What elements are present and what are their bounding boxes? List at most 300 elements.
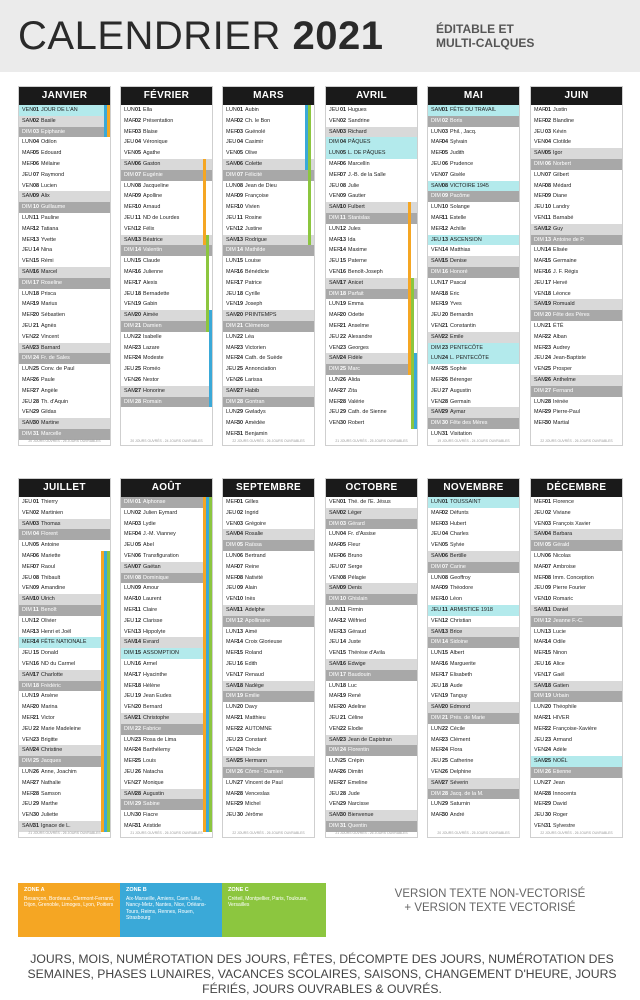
weekday-label: VEN (534, 366, 546, 373)
day-row (121, 594, 212, 605)
day-number: 05 (237, 150, 243, 157)
weekday-label: JEU (124, 617, 135, 624)
day-number: 07 (237, 563, 243, 570)
saint-name: Estelle (450, 214, 467, 221)
day-row (19, 159, 110, 170)
weekday-label: SAM (226, 387, 238, 394)
saint-name: JOUR DE L'AN (41, 107, 78, 113)
day-number: 14 (545, 639, 551, 646)
day-number: 17 (237, 671, 243, 678)
day-number: 23 (135, 736, 141, 743)
saint-name: Hubert (450, 520, 467, 527)
day-number: 21 (340, 322, 346, 329)
weekday-label: VEN (329, 117, 341, 124)
weekday-label: LUN (534, 171, 545, 178)
day-number: 07 (442, 171, 448, 178)
weekday-label: VEN (226, 301, 238, 308)
day-number: 09 (33, 585, 39, 592)
day-row (531, 594, 622, 605)
day-number: 27 (135, 387, 141, 394)
weekday-label: SAM (22, 420, 34, 427)
day-row (326, 148, 417, 159)
weekday-label: MER (431, 596, 443, 603)
day-number: 27 (442, 387, 448, 394)
saint-name: Angèle (41, 387, 58, 394)
day-number: 29 (545, 409, 551, 416)
weekday-label: VEN (22, 660, 34, 667)
day-number: 14 (33, 639, 39, 646)
day-number: 27 (340, 779, 346, 786)
day-number: 30 (340, 420, 346, 427)
weekday-label: JEU (431, 682, 442, 689)
day-row (326, 127, 417, 138)
day-number: 15 (340, 258, 346, 265)
weekday-label: MAR (329, 617, 341, 624)
day-number: 29 (33, 409, 39, 416)
weekday-label: VEN (329, 193, 341, 200)
day-number: 05 (442, 542, 448, 549)
day-row (121, 353, 212, 364)
weekday-label: MAR (124, 193, 136, 200)
day-row (428, 105, 519, 116)
weekday-label: MER (124, 128, 136, 135)
saint-name: Casimir (245, 139, 264, 146)
day-number: 14 (135, 639, 141, 646)
day-number: 16 (33, 268, 39, 275)
weekday-label: DIM (124, 398, 134, 405)
day-number: 20 (237, 312, 243, 319)
day-number: 09 (442, 585, 448, 592)
weekday-label: DIM (124, 247, 134, 254)
day-number: 07 (545, 171, 551, 178)
day-number: 08 (545, 182, 551, 189)
weekday-label: LUN (226, 107, 237, 113)
month-footer: 21 JOURS OUVRÉS - 26 JOURS OUVRABLES (130, 831, 203, 835)
day-number: 03 (237, 128, 243, 135)
day-row (121, 245, 212, 256)
weekday-label: JEU (431, 312, 442, 319)
saint-name: Conv. de Paul (41, 366, 75, 373)
saint-name: Denise (450, 258, 467, 265)
day-row (428, 310, 519, 321)
weekday-label: MER (534, 268, 546, 275)
weekday-label: SAM (534, 531, 546, 538)
saint-name: Thérèse d'Avila (348, 650, 385, 657)
saint-name: Thé. de l'E. Jésus (348, 499, 391, 505)
day-row (428, 497, 519, 508)
saint-name: Paule (41, 376, 55, 383)
day-row (531, 648, 622, 659)
day-number: 11 (33, 606, 39, 613)
day-number: 26 (33, 376, 39, 383)
saint-name: Marcellin (348, 160, 370, 167)
day-number: 19 (237, 301, 243, 308)
weekday-label: JEU (329, 563, 340, 570)
saint-name: Modeste (143, 355, 164, 362)
day-row (428, 573, 519, 584)
day-row (531, 181, 622, 192)
day-row (121, 724, 212, 735)
weekday-label: MER (329, 704, 341, 711)
day-number: 10 (545, 596, 551, 603)
saint-name: Gaston (143, 160, 161, 167)
saint-name: Ch. le Bon (245, 117, 271, 124)
saint-name: Fabrice (143, 725, 161, 732)
day-number: 03 (340, 128, 346, 135)
saint-name: Yves (450, 301, 462, 308)
saint-name: Achille (450, 225, 466, 232)
saint-name: Arnaud (143, 204, 161, 211)
saint-name: Ninon (553, 650, 568, 657)
page-title: CALENDRIER 2021 (18, 14, 384, 58)
day-row (121, 332, 212, 343)
day-number: 18 (442, 290, 448, 297)
day-row (531, 702, 622, 713)
saint-name: Diane (553, 193, 568, 200)
weekday-label: MAR (534, 563, 546, 570)
day-number: 27 (545, 779, 551, 786)
weekday-label: SAM (124, 160, 136, 167)
day-row (223, 202, 314, 213)
saint-name: ND du Carmel (41, 660, 76, 667)
day-row (223, 407, 314, 418)
saint-name: Valentin (143, 247, 163, 254)
saint-name: Lydie (143, 520, 156, 527)
day-number: 05 (237, 542, 243, 549)
weekday-label: VEN (431, 693, 443, 700)
saint-name: Florent (41, 531, 58, 538)
day-number: 29 (33, 801, 39, 808)
weekday-label: MAR (226, 268, 238, 275)
month-footer: 21 JOURS OUVRÉS - 26 JOURS OUVRABLES (28, 831, 101, 835)
day-number: 12 (33, 617, 39, 624)
weekday-label: MAR (431, 214, 443, 221)
weekday-label: MER (226, 650, 238, 657)
day-number: 23 (33, 344, 39, 351)
day-row (121, 116, 212, 127)
saint-name: Elisabeth (450, 671, 473, 678)
weekday-label: VEN (226, 747, 238, 754)
weekday-label: SAM (534, 225, 546, 232)
weekday-label: DIM (226, 322, 236, 329)
saint-name: Baudouin (348, 671, 371, 678)
day-row (326, 343, 417, 354)
saint-name: Côme - Damien (245, 768, 283, 775)
weekday-label: MER (329, 322, 341, 329)
day-number: 08 (340, 182, 346, 189)
weekday-label: MER (431, 150, 443, 157)
day-number: 30 (237, 420, 243, 427)
weekday-label: DIM (329, 822, 339, 829)
day-row (531, 735, 622, 746)
day-number: 30 (33, 812, 39, 819)
day-number: 10 (237, 204, 243, 211)
day-row (428, 418, 519, 429)
day-row (531, 170, 622, 181)
saint-name: Roseline (41, 279, 62, 286)
saint-name: Olive (245, 150, 258, 157)
day-row (121, 562, 212, 573)
weekday-label: JEU (226, 214, 237, 221)
saint-name: Judith (450, 150, 465, 157)
weekday-label: MER (124, 355, 136, 362)
weekday-label: DIM (534, 387, 544, 394)
day-number: 20 (545, 312, 551, 319)
day-row (326, 594, 417, 605)
weekday-label: VEN (431, 171, 443, 178)
weekday-label: SAM (534, 150, 546, 157)
weekday-label: MER (534, 499, 546, 505)
saint-name: Défunts (450, 509, 469, 516)
zone-c-legend: ZONE C Créteil, Montpellier, Paris, Toulouse, Versailles (222, 883, 326, 937)
day-row (428, 789, 519, 800)
weekday-label: MAR (124, 596, 136, 603)
saint-name: Gaël (553, 671, 565, 678)
day-number: 03 (442, 520, 448, 527)
day-number: 14 (442, 247, 448, 254)
day-number: 07 (340, 171, 346, 178)
day-number: 10 (442, 596, 448, 603)
day-row (531, 127, 622, 138)
day-row (19, 637, 110, 648)
day-row (326, 353, 417, 364)
day-row (326, 735, 417, 746)
day-row (121, 616, 212, 627)
saint-name: Antoine (41, 542, 60, 549)
day-number: 26 (237, 376, 243, 383)
weekday-label: SAM (226, 606, 238, 613)
day-row (223, 529, 314, 540)
day-number: 22 (135, 725, 141, 732)
day-row (19, 116, 110, 127)
day-row (223, 778, 314, 789)
saint-name: Jérôme (245, 812, 263, 819)
day-row (531, 637, 622, 648)
saint-name: Nadège (245, 682, 264, 689)
day-row (121, 810, 212, 821)
weekday-label: LUN (22, 139, 33, 146)
saint-name: Hippolyte (143, 628, 166, 635)
saint-name: Samson (41, 790, 61, 797)
day-number: 01 (545, 499, 551, 505)
day-number: 11 (545, 214, 551, 221)
day-number: 22 (340, 333, 346, 340)
day-row (19, 519, 110, 530)
weekday-label: JEU (22, 725, 33, 732)
weekday-label: MAR (329, 542, 341, 549)
day-number: 06 (237, 160, 243, 167)
day-row (428, 540, 519, 551)
weekday-label: DIM (431, 714, 441, 721)
day-row (121, 267, 212, 278)
day-number: 19 (442, 693, 448, 700)
weekday-label: DIM (431, 193, 441, 200)
weekday-label: MAR (534, 182, 546, 189)
weekday-label: SAM (534, 758, 546, 765)
saint-name: Martial (553, 420, 570, 427)
saint-name: Marcelle (41, 430, 62, 437)
saint-name: Bérenger (450, 376, 473, 383)
day-row (121, 659, 212, 670)
saint-name: Venceslas (245, 790, 270, 797)
weekday-label: LUN (431, 355, 442, 362)
weekday-label: VEN (22, 585, 34, 592)
weekday-label: JEU (534, 736, 545, 743)
saint-name: Claude (143, 258, 161, 265)
day-row (531, 713, 622, 724)
weekday-label: VEN (124, 628, 136, 635)
day-row (531, 310, 622, 321)
day-row (531, 519, 622, 530)
saint-name: Honoré (450, 268, 468, 275)
day-row (428, 508, 519, 519)
day-row (223, 713, 314, 724)
saint-name: Natacha (143, 768, 164, 775)
saint-name: Geoffroy (450, 574, 471, 581)
day-row (326, 745, 417, 756)
day-number: 12 (340, 225, 346, 232)
day-row (19, 562, 110, 573)
saint-name: Clémence (245, 322, 270, 329)
weekday-label: DIM (226, 617, 236, 624)
saint-name: Amandine (41, 585, 66, 592)
day-row (121, 159, 212, 170)
day-number: 16 (340, 268, 346, 275)
weekday-label: DIM (22, 128, 32, 135)
day-number: 05 (340, 542, 346, 549)
weekday-label: JEU (226, 812, 237, 819)
weekday-label: MAR (22, 225, 34, 232)
weekday-label: JEU (226, 366, 237, 373)
day-number: 02 (33, 509, 39, 516)
day-number: 24 (237, 355, 243, 362)
weekday-label: DIM (534, 542, 544, 549)
weekday-label: JEU (431, 531, 442, 538)
day-number: 06 (340, 160, 346, 167)
day-number: 04 (33, 531, 39, 538)
saint-name: Anthelme (553, 376, 576, 383)
weekday-label: JEU (329, 258, 340, 265)
day-number: 23 (442, 344, 448, 351)
weekday-label: MER (22, 312, 34, 319)
day-row (19, 375, 110, 386)
weekday-label: JEU (124, 366, 135, 373)
weekday-label: MER (124, 204, 136, 211)
day-number: 20 (340, 312, 346, 319)
day-row (223, 181, 314, 192)
day-number: 20 (33, 312, 39, 319)
weekday-label: VEN (431, 247, 443, 254)
saint-name: Nativité (245, 574, 263, 581)
day-row (223, 137, 314, 148)
saint-name: Charles (450, 531, 469, 538)
day-number: 01 (33, 107, 39, 113)
weekday-label: LUN (22, 214, 33, 221)
day-number: 25 (340, 366, 346, 373)
day-row (531, 148, 622, 159)
weekday-label: VEN (22, 509, 34, 516)
day-number: 04 (340, 139, 346, 146)
day-row (223, 637, 314, 648)
day-row (19, 551, 110, 562)
weekday-label: SAM (431, 704, 443, 711)
month-name: DÉCEMBRE (531, 479, 622, 497)
saint-name: Rodrigue (245, 236, 267, 243)
day-row (19, 353, 110, 364)
saint-name: Annonciation (245, 366, 277, 373)
saint-name: Barthélemy (143, 747, 171, 754)
day-number: 14 (340, 639, 346, 646)
day-number: 28 (135, 398, 141, 405)
saint-name: Léon (450, 596, 462, 603)
day-row (428, 583, 519, 594)
weekday-label: MAR (534, 107, 546, 113)
weekday-label: MAR (226, 639, 238, 646)
weekday-label: SAM (431, 258, 443, 265)
weekday-label: LUN (329, 606, 340, 613)
weekday-label: MAR (226, 714, 238, 721)
saint-name: Alphonse (143, 499, 166, 505)
day-row (223, 519, 314, 530)
month-footer: 20 JOURS OUVRÉS - 24 JOURS OUVRABLES (130, 439, 203, 443)
day-row (326, 213, 417, 224)
day-row (326, 332, 417, 343)
day-number: 01 (442, 107, 448, 113)
day-number: 17 (135, 279, 141, 286)
weekday-label: MER (431, 376, 443, 383)
day-row (428, 799, 519, 810)
weekday-label: SAM (226, 236, 238, 243)
saint-name: Isabelle (143, 333, 162, 340)
day-number: 14 (33, 247, 39, 254)
day-row (121, 497, 212, 508)
weekday-label: JEU (124, 290, 135, 297)
saint-name: Edwige (348, 660, 366, 667)
saint-name: Benoît (41, 606, 57, 613)
weekday-label: MAR (124, 268, 136, 275)
saint-name: Davy (245, 704, 258, 711)
day-number: 16 (237, 660, 243, 667)
weekday-label: DIM (534, 693, 544, 700)
day-row (428, 375, 519, 386)
day-number: 12 (237, 617, 243, 624)
day-number: 24 (442, 747, 448, 754)
day-row (19, 267, 110, 278)
day-number: 18 (545, 290, 551, 297)
day-row (326, 397, 417, 408)
saint-name: Narcisse (348, 801, 369, 808)
weekday-label: DIM (22, 430, 32, 437)
day-number: 28 (340, 790, 346, 797)
saint-name: Pierre-Paul (553, 409, 580, 416)
weekday-label: MER (329, 247, 341, 254)
day-row (121, 637, 212, 648)
weekday-label: MER (226, 801, 238, 808)
weekday-label: SAM (431, 107, 443, 113)
saint-name: J.-B. de la Salle (348, 171, 386, 178)
weekday-label: MAR (431, 509, 443, 516)
day-row (531, 267, 622, 278)
day-number: 22 (442, 333, 448, 340)
day-number: 11 (340, 606, 346, 613)
weekday-label: LUN (226, 409, 237, 416)
saint-name: Parfait (348, 290, 364, 297)
day-row (223, 681, 314, 692)
weekday-label: VEN (124, 704, 136, 711)
saint-name: Guillaume (41, 204, 66, 211)
day-number: 08 (237, 574, 243, 581)
day-number: 02 (237, 117, 243, 124)
